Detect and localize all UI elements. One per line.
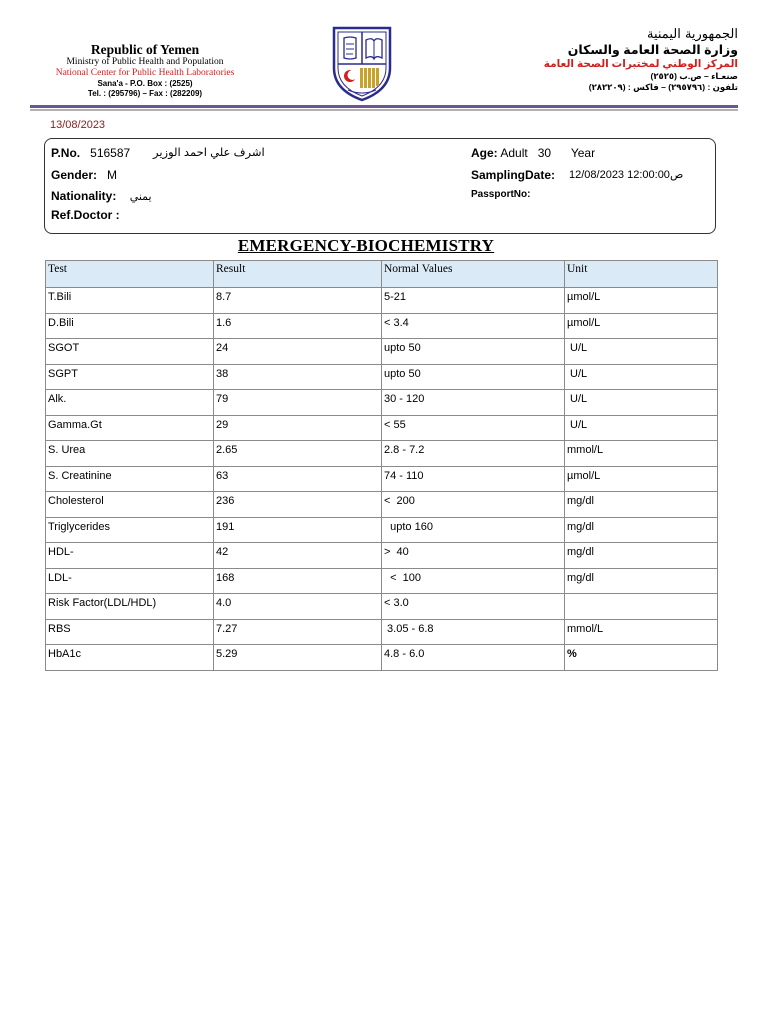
unit-cell: µmol/L (565, 313, 718, 339)
test-name-cell: S. Urea (46, 441, 214, 467)
test-name-cell: Cholesterol (46, 492, 214, 518)
normal-value-cell: 5-21 (382, 288, 565, 314)
table-row (46, 543, 718, 569)
result-cell: 8.7 (214, 288, 382, 314)
sampling-date-field (471, 168, 555, 182)
patient-number-field (51, 146, 130, 160)
address-ar: صنعـاء – ص.ب (٢٥٢٥) (650, 71, 738, 81)
table-row (46, 619, 718, 645)
gender-label: Gender: (51, 168, 98, 182)
letterhead-arabic (513, 26, 738, 93)
normal-value-cell: 74 - 110 (382, 466, 565, 492)
normal-value-cell: > 40 (382, 543, 565, 569)
table-row (46, 645, 718, 671)
result-cell: 191 (214, 517, 382, 543)
country-name-ar: الجمهورية اليمنية (646, 27, 738, 42)
patient-number-label: P.No. (51, 146, 81, 160)
unit-cell: mg/dl (565, 517, 718, 543)
patient-info-box (44, 138, 716, 234)
normal-value-cell: < 55 (382, 415, 565, 441)
result-cell: 79 (214, 390, 382, 416)
unit-cell: mmol/L (565, 619, 718, 645)
ref-doctor-field (51, 208, 120, 222)
report-date: 13/08/2023 (50, 119, 106, 131)
normal-value-cell: < 3.4 (382, 313, 565, 339)
normal-value-cell: < 100 (382, 568, 565, 594)
test-name-cell: SGPT (46, 364, 214, 390)
normal-value-cell: 2.8 - 7.2 (382, 441, 565, 467)
unit-cell: mg/dl (565, 543, 718, 569)
test-name-cell: D.Bili (46, 313, 214, 339)
normal-value-cell: 30 - 120 (382, 390, 565, 416)
results-table (45, 260, 718, 671)
table-row (46, 364, 718, 390)
column-header-normal-values: Normal Values (382, 261, 565, 288)
result-cell: 29 (214, 415, 382, 441)
column-header-unit: Unit (565, 261, 718, 288)
unit-cell: µmol/L (565, 288, 718, 314)
header-divider (30, 105, 738, 108)
column-header-result: Result (214, 261, 382, 288)
address-en: Sana'a - P.O. Box : (2525) (97, 79, 193, 88)
passport-field (471, 189, 530, 200)
result-cell: 7.27 (214, 619, 382, 645)
age-field (471, 146, 595, 160)
center-name-en: National Center for Public Health Laboratories (55, 68, 235, 78)
patient-name-value: اشرف علي احمد الوزير (153, 147, 265, 159)
ministry-emblem-icon (326, 24, 398, 104)
normal-value-cell: < 3.0 (382, 594, 565, 620)
result-cell: 2.65 (214, 441, 382, 467)
normal-value-cell: < 200 (382, 492, 565, 518)
sampling-date-value: 12/08/2023 12:00:00ص (569, 169, 684, 181)
test-name-cell: Alk. (46, 390, 214, 416)
nationality-field (51, 189, 152, 203)
result-cell: 42 (214, 543, 382, 569)
table-row (46, 568, 718, 594)
report-title: EMERGENCY-BIOCHEMISTRY (237, 236, 495, 255)
column-header-test: Test (46, 261, 214, 288)
test-name-cell: Triglycerides (46, 517, 214, 543)
normal-value-cell: 3.05 - 6.8 (382, 619, 565, 645)
age-value: Adult 30 Year (500, 146, 596, 160)
ministry-name-en: Ministry of Public Health and Population (66, 57, 224, 67)
unit-cell: mg/dl (565, 492, 718, 518)
table-row (46, 594, 718, 620)
letterhead (0, 0, 768, 110)
unit-cell (565, 594, 718, 620)
unit-cell: mg/dl (565, 568, 718, 594)
table-row (46, 288, 718, 314)
result-cell: 5.29 (214, 645, 382, 671)
unit-cell: U/L (565, 364, 718, 390)
age-label: Age: (471, 146, 498, 160)
normal-value-cell: upto 50 (382, 364, 565, 390)
unit-cell: U/L (565, 339, 718, 365)
unit-cell: µmol/L (565, 466, 718, 492)
normal-value-cell: upto 50 (382, 339, 565, 365)
table-row (46, 415, 718, 441)
result-cell: 1.6 (214, 313, 382, 339)
table-row (46, 339, 718, 365)
result-cell: 63 (214, 466, 382, 492)
test-name-cell: S. Creatinine (46, 466, 214, 492)
ref-doctor-label: Ref.Doctor : (51, 208, 120, 222)
unit-cell: U/L (565, 415, 718, 441)
test-name-cell: RBS (46, 619, 214, 645)
test-name-cell: Risk Factor(LDL/HDL) (46, 594, 214, 620)
test-name-cell: HDL- (46, 543, 214, 569)
table-header-row (46, 261, 718, 288)
ministry-name-ar: وزارة الصحة العامة والسكان (567, 43, 738, 57)
result-cell: 38 (214, 364, 382, 390)
contact-ar: تلفون : (٢٩٥٧٩٦) – فاكس : (٢٨٢٢٠٩) (588, 82, 738, 92)
unit-cell: mmol/L (565, 441, 718, 467)
table-row (46, 492, 718, 518)
test-name-cell: LDL- (46, 568, 214, 594)
table-row (46, 390, 718, 416)
contact-en: Tel. : (295796) – Fax : (282209) (87, 89, 203, 98)
result-cell: 168 (214, 568, 382, 594)
test-name-cell: HbA1c (46, 645, 214, 671)
gender-value: M (107, 168, 118, 182)
table-row (46, 313, 718, 339)
table-row (46, 466, 718, 492)
table-row (46, 441, 718, 467)
unit-cell: U/L (565, 390, 718, 416)
result-cell: 236 (214, 492, 382, 518)
nationality-label: Nationality: (51, 189, 117, 203)
test-name-cell: SGOT (46, 339, 214, 365)
result-cell: 24 (214, 339, 382, 365)
gender-field (51, 168, 117, 182)
result-cell: 4.0 (214, 594, 382, 620)
center-name-ar: المركز الوطني لمختبرات الصحة العامة (543, 58, 738, 70)
header-divider-secondary (30, 109, 738, 111)
unit-cell: % (565, 645, 718, 671)
patient-number-value: 516587 (90, 146, 131, 160)
country-name-en: Republic of Yemen (90, 42, 200, 57)
test-name-cell: T.Bili (46, 288, 214, 314)
nationality-value: يمني (129, 191, 152, 203)
test-name-cell: Gamma.Gt (46, 415, 214, 441)
letterhead-english (30, 42, 260, 99)
normal-value-cell: upto 160 (382, 517, 565, 543)
sampling-date-label: SamplingDate: (471, 168, 556, 182)
passport-label: PassportNo: (471, 189, 531, 200)
table-row (46, 517, 718, 543)
normal-value-cell: 4.8 - 6.0 (382, 645, 565, 671)
